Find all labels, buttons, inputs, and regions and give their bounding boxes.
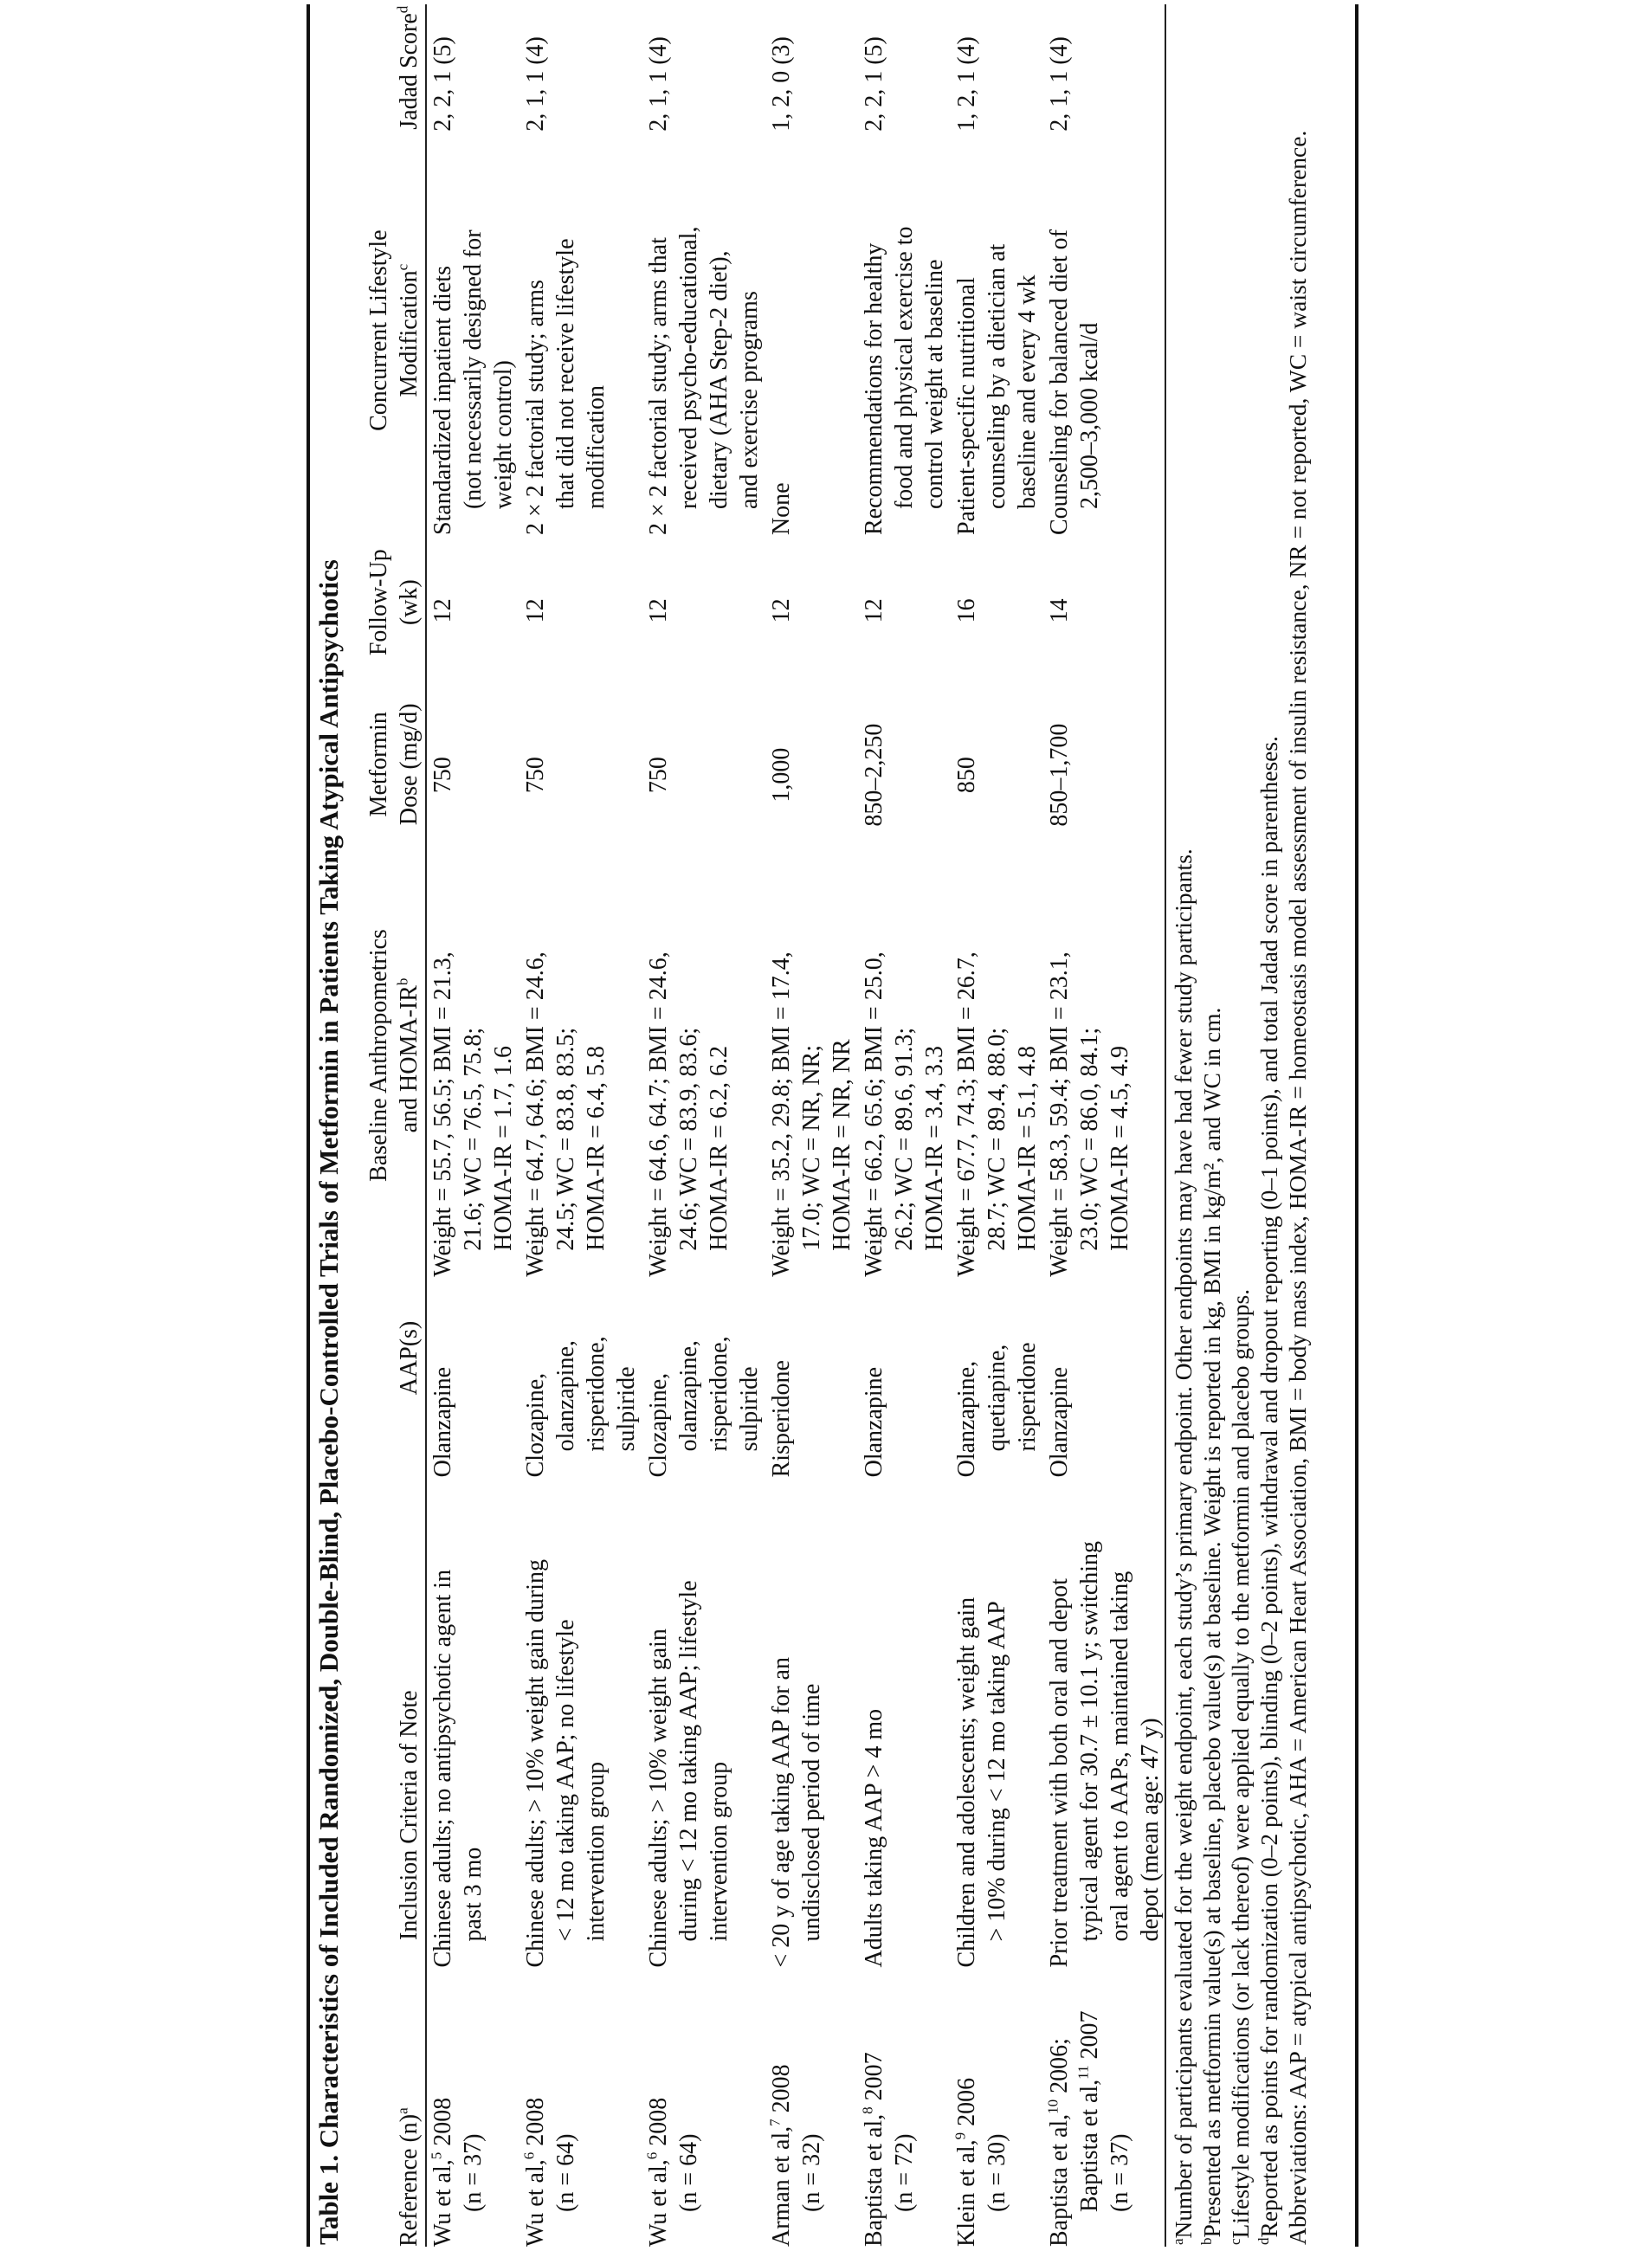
cell-line: HOMA-IR = 6.4, 5.8 <box>583 1046 610 1251</box>
jadad-score-cell <box>643 4 765 135</box>
inclusion-criteria-cell <box>859 1477 950 1967</box>
baseline-cell <box>952 863 1042 1276</box>
column-header <box>360 677 424 852</box>
cell-line: Olanzapine <box>429 1366 456 1478</box>
cell-line: Prior treatment with both oral and depot <box>1046 1578 1073 1968</box>
reference-cell <box>643 1968 765 2248</box>
superscript-mark: 11 <box>1074 2065 1092 2080</box>
cell-line: HOMA-IR = 4.5, 4.9 <box>1107 1046 1133 1251</box>
cell-line: olanzapine, <box>552 1340 579 1452</box>
inclusion-criteria-cell <box>643 1477 765 1967</box>
baseline-cell <box>520 863 642 1276</box>
table-footnotes <box>1169 29 1312 2245</box>
cell-line: > 10% during < 12 mo taking AAP <box>984 1601 1010 1942</box>
table-header-row <box>360 4 424 2247</box>
jadad-score-cell <box>766 4 857 135</box>
line-text: Baptista et al, <box>1076 2079 1103 2212</box>
cell-line: Olanzapine <box>1046 1366 1073 1478</box>
header-rule <box>425 4 427 2247</box>
cell-line: 28.7; WC = 89.4, 88.0; <box>984 1027 1010 1251</box>
cell-line: past 3 mo <box>460 1847 487 1942</box>
abbreviations-note: Abbreviations: AAP = atypical antipsychotic, AHA = American Heart Association, BMI = body mass index, HOMA-IR = homeostasis model assessment of insulin resistance, NR = not reported, WC = waist circumference. <box>1284 130 1311 2245</box>
baseline-cell <box>1044 863 1165 1276</box>
footnote-text: Presented as metformin value(s) at baseline, placebo value(s) at baseline. Weight is reported in kg, BMI in kg/m², and WC in cm. <box>1198 1007 1225 2238</box>
cell-line: (n = 37) <box>1107 2133 1133 2212</box>
cell-line: risperidone, <box>583 1336 610 1452</box>
line-text: 2007 <box>861 2052 887 2107</box>
footnote-text: Reported as points for randomization (0–2 points), blinding (0–2 points), withdrawal and dropout reporting (0–1 points), and total Jadad score in parentheses. <box>1255 736 1282 2238</box>
header-line: Concurrent Lifestyle <box>365 229 392 431</box>
cell-line: Weight = 64.6, 64.7; BMI = 24.6, <box>645 951 672 1277</box>
line-text: Klein et al, <box>953 2139 980 2247</box>
line-text: 2007 <box>1076 2010 1103 2066</box>
superscript-mark: 7 <box>766 2119 784 2126</box>
baseline-cell <box>643 863 765 1276</box>
cell-line: 21.6; WC = 76.5, 75.8; <box>460 1027 487 1251</box>
aap-cell <box>766 1277 857 1478</box>
line-text: Modification <box>396 270 423 397</box>
line-text: and HOMA-IR <box>396 985 423 1133</box>
cell-line: and exercise programs <box>736 291 763 510</box>
lifestyle-cell <box>859 135 950 535</box>
line-text: Arman et al, <box>768 2125 795 2247</box>
line-text: 2008 <box>645 2097 672 2152</box>
cell-line: 12 <box>861 598 887 623</box>
follow-up-cell <box>1044 535 1165 687</box>
cell-line: Weight = 66.2, 65.6; BMI = 25.0, <box>861 951 887 1277</box>
table-title: Table 1. Characteristics of Included Randomized, Double-Blind, Placebo-Controlled Trials of Metformin in Patients Taking Atypical Antipsychotics <box>313 559 344 2245</box>
cell-line: Recommendations for healthy <box>861 242 887 536</box>
header-line <box>394 1971 424 2247</box>
cell-line: 1,000 <box>768 747 795 803</box>
table-row <box>428 4 520 2247</box>
rotated-table-page <box>307 4 1358 2247</box>
follow-up-cell <box>520 535 642 687</box>
cell-line: undisclosed period of time <box>798 1683 825 1942</box>
lifestyle-cell <box>520 135 642 535</box>
cell-line: None <box>768 482 795 536</box>
cell-line: typical agent for 30.7 ± 10.1 y; switching <box>1076 1540 1103 1942</box>
reference-cell <box>520 1968 642 2248</box>
column-header <box>360 1457 424 1971</box>
cell-line: intervention group <box>583 1761 610 1942</box>
footnote <box>1197 29 1226 2245</box>
cell-line: (n = 30) <box>984 2133 1010 2212</box>
header-line: Inclusion Criteria of Note <box>396 1690 423 1940</box>
header-line: Follow-Up <box>365 549 392 656</box>
cell-line: quetiapine, <box>984 1344 1010 1452</box>
cell-line: 850 <box>953 757 980 794</box>
cell-line: baseline and every 4 wk <box>1014 274 1041 510</box>
header-line <box>394 852 424 1260</box>
footnote <box>1169 29 1197 2245</box>
cell-line: (n = 64) <box>675 2133 702 2212</box>
cell-line: 12 <box>522 598 549 623</box>
superscript-mark: 6 <box>520 2151 538 2160</box>
footnote <box>1255 29 1283 2245</box>
cell-line: HOMA-IR = 6.2, 6.2 <box>706 1046 732 1251</box>
line-text: Wu et al, <box>645 2159 672 2247</box>
cell-line: 24.5; WC = 83.8, 83.5; <box>552 1027 579 1251</box>
cell-line: 23.0; WC = 86.0, 84.1; <box>1076 1027 1103 1251</box>
superscript-mark: d <box>394 5 411 14</box>
lifestyle-cell <box>1044 135 1165 535</box>
cell-line: Standardized inpatient diets <box>429 266 456 536</box>
cell-line: oral agent to AAPs, maintained taking <box>1107 1571 1133 1942</box>
inclusion-criteria-cell <box>952 1477 1042 1967</box>
cell-line: Counseling for balanced diet of <box>1046 229 1073 536</box>
superscript-mark: 8 <box>859 2106 876 2114</box>
bottom-rule <box>1355 4 1358 2247</box>
cell-line: Weight = 67.7, 74.3; BMI = 26.7, <box>953 951 980 1277</box>
cell-line <box>428 1968 458 2248</box>
follow-up-cell <box>859 535 950 687</box>
cell-line: 2, 1, 1 (4) <box>522 36 549 132</box>
cell-line: 1, 2, 0 (3) <box>768 36 795 132</box>
footnote-mark: d <box>1255 2237 1272 2245</box>
cell-line <box>643 1968 674 2248</box>
lifestyle-cell <box>428 135 519 535</box>
column-header <box>360 852 424 1260</box>
column-header <box>360 133 424 528</box>
superscript-mark: 6 <box>643 2151 661 2160</box>
header-line: Dose (mg/d) <box>396 703 423 826</box>
cell-line: 850–2,250 <box>861 723 887 827</box>
baseline-cell <box>766 863 857 1276</box>
cell-line: during < 12 mo taking AAP; lifestyle <box>675 1580 702 1942</box>
metformin-dose-cell <box>952 687 1042 864</box>
superscript-mark: b <box>394 977 411 986</box>
column-header <box>360 528 424 677</box>
footnote-text: Number of participants evaluated for the weight endpoint, each study’s primary endpoint. Other endpoints may have had fewer study participants. <box>1170 848 1197 2239</box>
header-line <box>394 133 424 528</box>
table-body <box>428 4 1167 2247</box>
cell-line: control weight at baseline <box>921 259 948 510</box>
cell-line: Weight = 58.3, 59.4; BMI = 23.1, <box>1046 951 1073 1277</box>
cell-line: 14 <box>1046 598 1073 623</box>
line-text: Jadad Score <box>396 13 423 130</box>
cell-line: that did not receive lifestyle <box>552 238 579 510</box>
cell-line: modification <box>583 384 610 510</box>
cell-line: 2, 1, 1 (4) <box>645 36 672 132</box>
cell-line: 24.6; WC = 83.9, 83.6; <box>675 1027 702 1251</box>
cell-line: (n = 64) <box>552 2133 579 2212</box>
reference-cell <box>1044 1968 1165 2248</box>
table-row <box>859 4 952 2247</box>
reference-cell <box>859 1968 950 2248</box>
metformin-dose-cell <box>643 687 765 864</box>
inclusion-criteria-cell <box>428 1477 519 1967</box>
line-text: Wu et al, <box>522 2159 549 2247</box>
cell-line: 17.0; WC = NR, NR; <box>798 1044 825 1251</box>
cell-line: risperidone, <box>706 1336 732 1452</box>
cell-line: Olanzapine <box>861 1366 887 1478</box>
follow-up-cell <box>428 535 519 687</box>
table-row <box>952 4 1044 2247</box>
cell-line: risperidone <box>1014 1342 1041 1452</box>
cell-line: HOMA-IR = 1.7, 1.6 <box>490 1046 517 1251</box>
line-text: Wu et al, <box>429 2159 456 2247</box>
cell-line: (n = 37) <box>460 2133 487 2212</box>
baseline-cell <box>859 863 950 1276</box>
footnote-text: Lifestyle modifications (or lack thereof) were applied equally to the metformin and placebo groups. <box>1227 1288 1254 2239</box>
cell-line: olanzapine, <box>675 1340 702 1452</box>
column-header <box>360 1259 424 1456</box>
cell-line: 750 <box>522 757 549 794</box>
follow-up-cell <box>952 535 1042 687</box>
aap-cell <box>859 1277 950 1478</box>
cell-line: 2, 1, 1 (4) <box>1046 36 1073 132</box>
header-line: Baseline Anthropometrics <box>365 929 392 1182</box>
cell-line: 12 <box>768 598 795 623</box>
reference-cell <box>428 1968 519 2248</box>
cell-line: 750 <box>429 757 456 794</box>
cell-line: sulpiride <box>613 1366 640 1452</box>
cell-line: food and physical exercise to <box>891 226 918 510</box>
metformin-dose-cell <box>428 687 519 864</box>
jadad-score-cell <box>520 4 642 135</box>
superscript-mark: 10 <box>1044 2099 1062 2114</box>
header-line: (wk) <box>396 579 423 626</box>
metformin-dose-cell <box>520 687 642 864</box>
cell-line: 2 × 2 factorial study; arms <box>522 280 549 536</box>
footnote-mark: a <box>1169 2238 1186 2245</box>
cell-line: 750 <box>645 757 672 794</box>
table-row <box>520 4 643 2247</box>
inclusion-criteria-cell <box>1044 1477 1165 1967</box>
cell-line: Olanzapine, <box>953 1360 980 1478</box>
cell-line: Weight = 55.7, 56.5; BMI = 21.3, <box>429 951 456 1277</box>
cell-line: 1, 2, 1 (4) <box>953 36 980 132</box>
lifestyle-cell <box>643 135 765 535</box>
table-row <box>1044 4 1167 2247</box>
cell-line <box>1074 1968 1105 2248</box>
cell-line: 2, 2, 1 (5) <box>429 36 456 132</box>
metformin-dose-cell <box>1044 687 1165 864</box>
cell-line: (not necessarily designed for <box>460 229 487 510</box>
cell-line: weight control) <box>490 360 517 510</box>
cell-line: Children and adolescents; weight gain <box>953 1596 980 1968</box>
aap-cell <box>952 1277 1042 1478</box>
cell-line: 2, 2, 1 (5) <box>861 36 887 132</box>
footnote-mark: c <box>1226 2238 1243 2245</box>
cell-line: Weight = 64.7, 64.6; BMI = 24.6, <box>522 951 549 1277</box>
superscript-mark: c <box>394 263 411 271</box>
baseline-cell <box>428 863 519 1276</box>
aap-cell <box>643 1277 765 1478</box>
column-header <box>360 1971 424 2247</box>
line-text: Reference (n) <box>396 2113 423 2247</box>
cell-line: 850–1,700 <box>1046 723 1073 827</box>
line-text: Baptista et al, <box>1046 2113 1073 2247</box>
cell-line: Risperidone <box>768 1360 795 1478</box>
cell-line: 12 <box>429 598 456 623</box>
cell-line: counseling by a dietician at <box>984 243 1010 510</box>
cell-line: Chinese adults; > 10% weight gain during <box>522 1558 549 1968</box>
line-text: 2006 <box>953 2077 980 2132</box>
follow-up-cell <box>643 535 765 687</box>
lifestyle-cell <box>952 135 1042 535</box>
footnote-rule <box>1165 4 1166 2247</box>
aap-cell <box>1044 1277 1165 1478</box>
cell-line: Clozapine, <box>522 1372 549 1478</box>
superscript-mark: a <box>394 2107 411 2114</box>
cell-line: Adults taking AAP > 4 mo <box>861 1708 887 1968</box>
superscript-mark: 9 <box>952 2132 969 2140</box>
cell-line: 2 × 2 factorial study; arms that <box>645 237 672 536</box>
cell-line: 16 <box>953 598 980 623</box>
cell-line: received psycho-educational, <box>675 226 702 510</box>
follow-up-cell <box>766 535 857 687</box>
line-text: 2008 <box>522 2097 549 2152</box>
cell-line <box>859 1968 889 2248</box>
inclusion-criteria-cell <box>766 1477 857 1967</box>
reference-cell <box>952 1968 1042 2248</box>
column-header <box>360 4 424 133</box>
header-line <box>394 4 424 130</box>
lifestyle-cell <box>766 135 857 535</box>
cell-line: < 12 mo taking AAP; no lifestyle <box>552 1619 579 1942</box>
header-line: AAP(s) <box>396 1320 423 1396</box>
line-text: 2008 <box>768 2064 795 2119</box>
cell-line: HOMA-IR = 3.4, 3.3 <box>921 1046 948 1251</box>
inclusion-criteria-cell <box>520 1477 642 1967</box>
cell-line: sulpiride <box>736 1366 763 1452</box>
cell-line: (n = 32) <box>798 2133 825 2212</box>
aap-cell <box>428 1277 519 1478</box>
jadad-score-cell <box>952 4 1042 135</box>
cell-line: Clozapine, <box>645 1372 672 1478</box>
cell-line: Chinese adults; > 10% weight gain <box>645 1629 672 1968</box>
cell-line: < 20 y of age taking AAP for an <box>768 1657 795 1968</box>
cell-line: HOMA-IR = 5.1, 4.8 <box>1014 1046 1041 1251</box>
footnote <box>1226 29 1255 2245</box>
table-row <box>643 4 766 2247</box>
cell-line <box>952 1968 982 2248</box>
cell-line: HOMA-IR = NR, NR <box>829 1039 855 1251</box>
header-line: Metformin <box>365 712 392 817</box>
cell-line <box>1044 1968 1074 2248</box>
cell-line: dietary (AHA Step-2 diet), <box>706 250 732 510</box>
reference-cell <box>766 1968 857 2248</box>
metformin-dose-cell <box>859 687 950 864</box>
superscript-mark: 5 <box>428 2151 445 2160</box>
table-row <box>766 4 859 2247</box>
cell-line: depot (mean age: 47 y) <box>1137 1718 1164 1942</box>
cell-line: Weight = 35.2, 29.8; BMI = 17.4, <box>768 951 795 1277</box>
footnote-mark: b <box>1197 2237 1215 2245</box>
line-text: 2008 <box>429 2097 456 2152</box>
jadad-score-cell <box>428 4 519 135</box>
cell-line <box>766 1968 797 2248</box>
jadad-score-cell <box>859 4 950 135</box>
cell-line: (n = 72) <box>891 2133 918 2212</box>
line-text: Baptista et al, <box>861 2113 887 2247</box>
cell-line: 2,500–3,000 kcal/d <box>1076 322 1103 510</box>
cell-line: Chinese adults; no antipsychotic agent in <box>429 1569 456 1968</box>
cell-line: 12 <box>645 598 672 623</box>
cell-line <box>520 1968 551 2248</box>
line-text: 2006; <box>1046 2038 1073 2099</box>
aap-cell <box>520 1277 642 1478</box>
cell-line: intervention group <box>706 1761 732 1942</box>
cell-line: Patient-specific nutritional <box>953 277 980 536</box>
cell-line: 26.2; WC = 89.6, 91.3; <box>891 1027 918 1251</box>
jadad-score-cell <box>1044 4 1165 135</box>
metformin-dose-cell <box>766 687 857 864</box>
